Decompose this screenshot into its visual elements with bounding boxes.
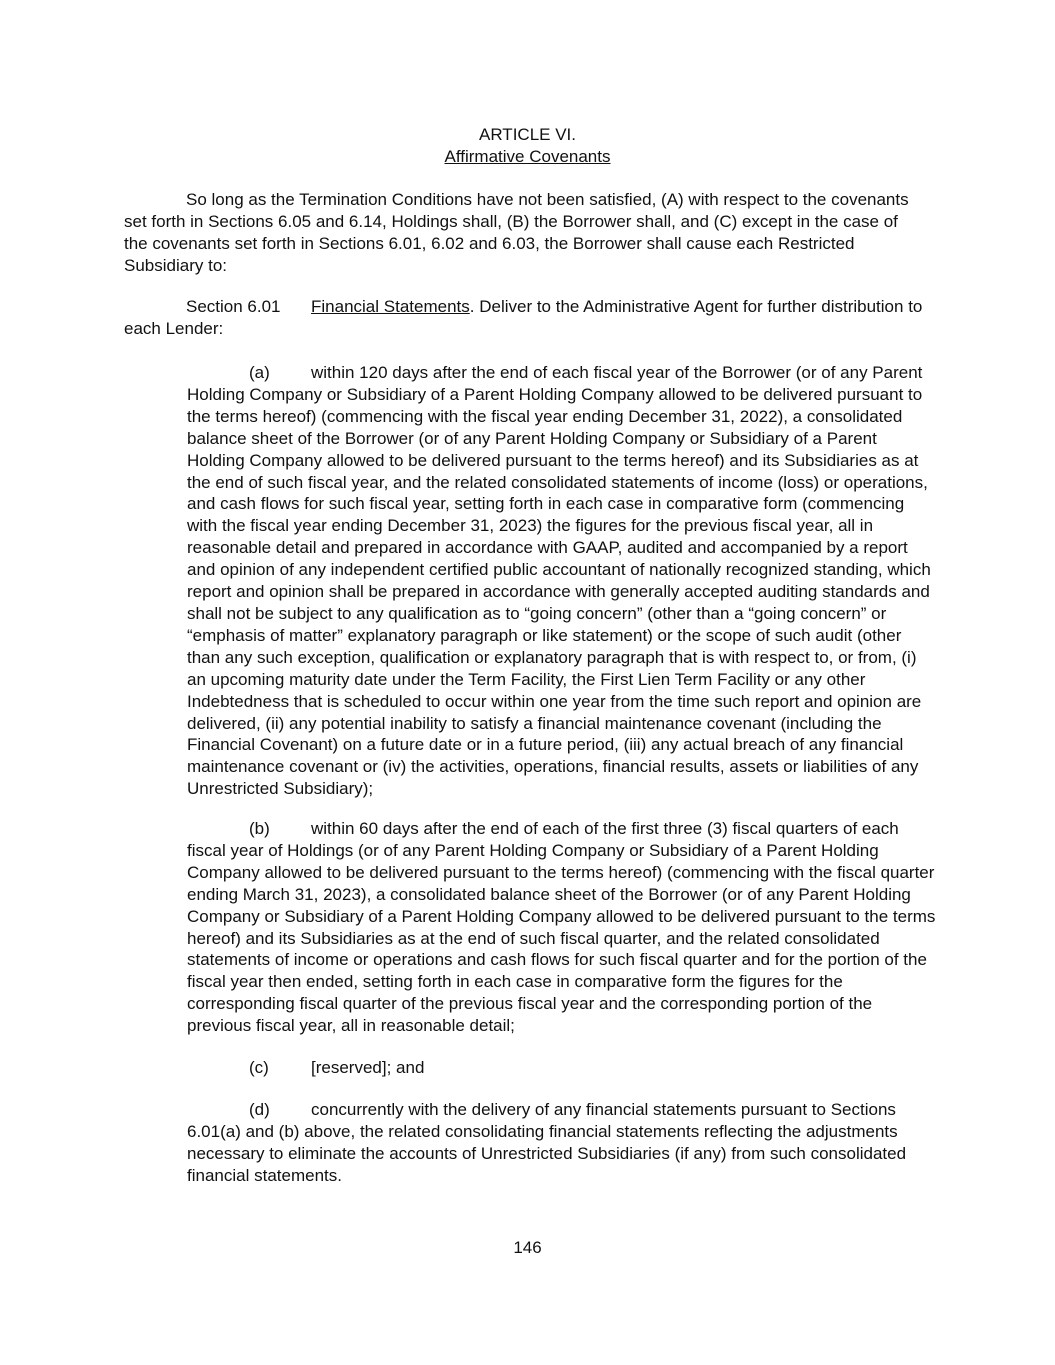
clause-b (187, 818, 937, 1037)
clause-label: (d) (249, 1100, 270, 1119)
clause-label: (b) (249, 819, 270, 838)
clause-label: (c) (249, 1058, 269, 1077)
clause-text: [reserved]; and (311, 1058, 425, 1077)
clause-text: concurrently with the delivery of any financial statements pursuant to Sections 6.01(a) and (b) above, the related consolidating financial statements reflecting the adjustments necessary to eliminate the accounts of Unrestricted Subsidiaries (if any) from such consolidated financial statements. (187, 1100, 907, 1185)
section-heading: Financial Statements (311, 297, 470, 316)
section-number: Section 6.01 (186, 297, 281, 316)
article-heading (0, 124, 1055, 168)
intro-paragraph: So long as the Termination Conditions have not been satisfied, (A) with respect to the covenants set forth in Sections 6.05 and 6.14, Holdings shall, (B) the Borrower shall, and (C) except in the case of the covenants set forth in Sections 6.01, 6.02 and 6.03, the Borrower shall cause each Restricted Subsidiary to: (124, 190, 909, 275)
section-text: Deliver to the Administrative Agent for further distribution to each Lender: (124, 297, 923, 338)
clause-text: within 120 days after the end of each fiscal year of the Borrower (or of any Parent Holding Company or Subsidiary of a Parent Holding Company allowed to be delivered pursuant to the terms hereof) (commencing with the fiscal year ending December 31, 2022), a consolidated balance sheet of the Borrower (or of any Parent Holding Company or Subsidiary of a Parent Holding Company allowed to be delivered pursuant to the terms hereof) and its Subsidiaries as at the end of such fiscal year, and the related consolidated statements of income (loss) or operations, and cash flows for such fiscal year, setting forth in each case in comparative form (commencing with the fiscal year ending December 31, 2023) the figures for the previous fiscal year, all in reasonable detail and prepared in accordance with GAAP, audited and accompanied by a report and opinion of any independent certified public accountant of nationally recognized standing, which report and opinion shall be prepared in accordance with generally accepted auditing standards and shall not be subject to any qualification as to “going concern” (other than a “going concern” or “emphasis of matter” explanatory paragraph or like statement) or the scope of such audit (other than any such exception, qualification or explanatory paragraph that is with respect to, or from, (i) an upcoming maturity date under the Term Facility, the First Lien Term Facility or any other Indebtedness that is scheduled to occur within one year from the time such report and opinion are delivered, (ii) any potential inability to satisfy a financial maintenance covenant (including the Financial Covenant) on a future date or in a future period, (iii) any actual breach of any financial maintenance covenant or (iv) the activities, operations, financial results, assets or liabilities of any Unrestricted Subsidiary); (187, 363, 931, 799)
article-subtitle: Affirmative Covenants (444, 147, 611, 166)
section-heading-punct: . (469, 297, 475, 316)
section-6-01-paragraph (124, 296, 924, 340)
clause-text: within 60 days after the end of each of the first three (3) fiscal quarters of each fiscal year of Holdings (or of any Parent Holding Company or Subsidiary of a Parent Holding Company allowed to be delivered pursuant to the terms hereof) (commencing with the fiscal quarter ending March 31, 2023), a consolidated balance sheet of the Borrower (or of any Parent Holding Company or Subsidiary of a Parent Holding Company allowed to be delivered pursuant to the terms hereof) and its Subsidiaries as at the end of such fiscal quarter, and the related consolidated statements of income or operations and cash flows for such fiscal quarter and for the portion of the fiscal year then ended, setting forth in each case in comparative form the figures for the corresponding fiscal quarter of the previous fiscal year and the corresponding portion of the previous fiscal year, all in reasonable detail; (187, 819, 936, 1036)
page-number: 146 (513, 1238, 542, 1257)
article-title: ARTICLE VI. (479, 125, 576, 144)
clause-d (187, 1099, 937, 1187)
clause-label: (a) (249, 363, 270, 382)
clause-c (187, 1057, 937, 1079)
clause-a (187, 362, 937, 800)
